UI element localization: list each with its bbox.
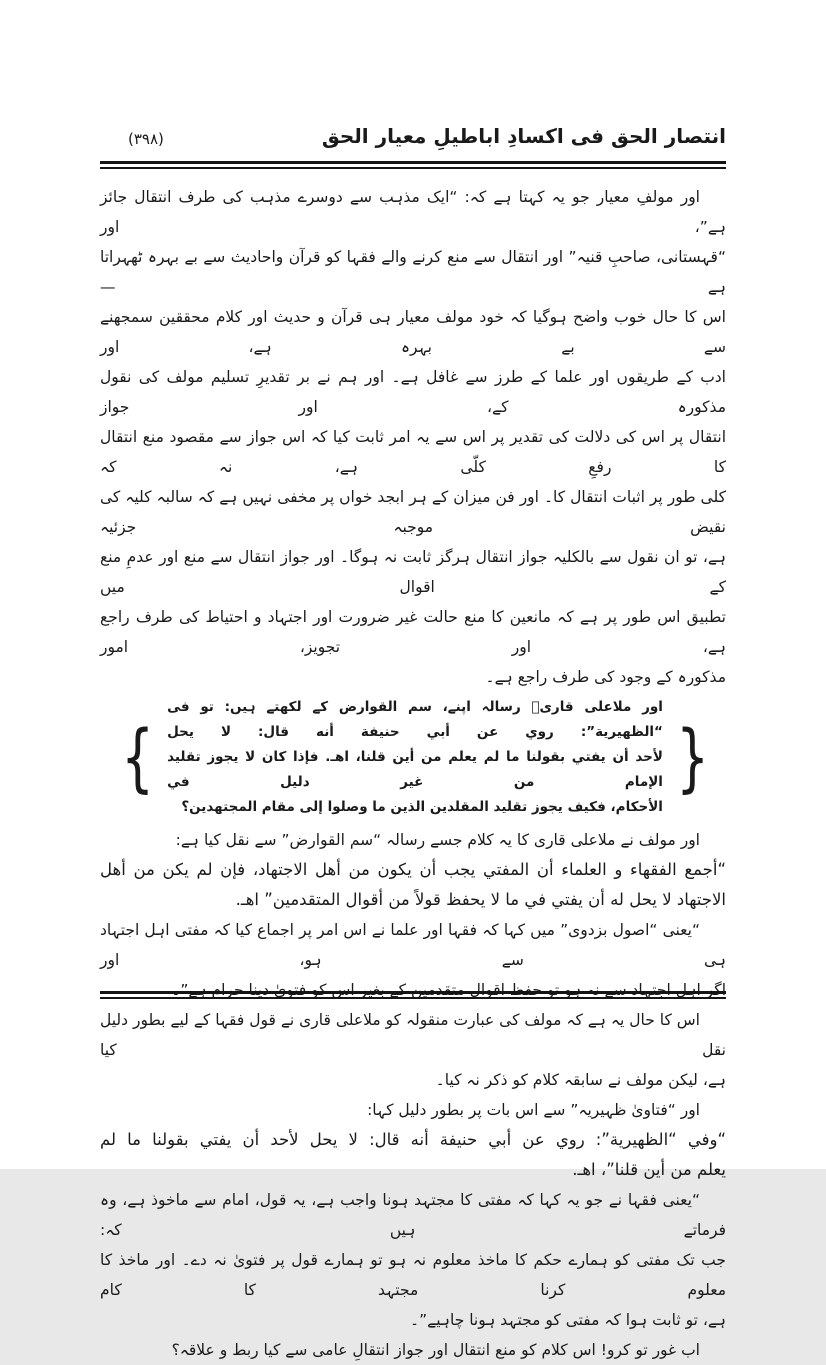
- text-line: ہے، تو ان نقول سے بالکلیہ جواز انتقال ہرگز ثابت نہ ہوگا۔ اور جواز انتقال سے منع اور عدمِ منع کے اقوال میں: [100, 548, 726, 596]
- left-brace: {: [121, 714, 155, 801]
- text-line: “وفي “الظهيرية”: روي عن أبي حنيفة أنه قال: لا يحل لأحد أن يفتي بقولنا ما لم: [100, 1130, 726, 1149]
- arabic-quote-paragraph: [100, 855, 726, 915]
- urdu-paragraph: [100, 915, 726, 1125]
- urdu-paragraph: [100, 825, 726, 855]
- page-number: (٣٩٨): [128, 130, 164, 148]
- text-line: “یعنی فقہا نے جو یہ کہا کہ مفتی کا مجتہد ہونا واجب ہے، یہ قول، امام سے ماخوذ ہے، وہ فرماتے ہیں کہ:: [100, 1191, 726, 1239]
- text-line: اور مولفِ معیار جو یہ کہتا ہے کہ: “ایک مذہب سے دوسرے مذہب کی طرف انتقال جائز ہے”، اور: [100, 188, 726, 236]
- text-line: ادب کے طریقوں اور علما کے طرز سے غافل ہے۔ اور ہم نے بر تقدیرِ تسلیم مولف کی نقول مذکورہ کے، اور جواز: [100, 368, 726, 416]
- text-line: يعلم من أين قلنا”، اهـ.: [572, 1160, 726, 1179]
- text-line: کلی طور پر اثبات انتقال کا۔ اور فن میزان کے ہر ابجد خواں پر مخفی نہیں ہے کہ سالبہ کلیہ کی نقیض موجبہ جزئیہ: [100, 488, 726, 536]
- page-header: [100, 124, 726, 148]
- text-line: الأحكام، فكيف يجوز تقليد المقلدين الذين ما وصلوا إلى مقام المجتهدين؟: [181, 799, 663, 815]
- text-line: “قہستانی، صاحبِ قنیہ” اور انتقال سے منع کرنے والے فقہا کو قرآن واحادیث سے بے بہرہ ٹھہراتا ہے —: [100, 248, 726, 296]
- text-line: اب غور تو کرو! اس کلام کو منع انتقال اور جواز انتقالِ عامی سے کیا ربط و علاقہ؟: [171, 1341, 700, 1359]
- text-line: “یعنی “اصول بزدوی” میں کہا کہ فقہا اور علما نے اس امر پر اجماع کیا کہ مفتی اہل اجتہاد ہی سے ہو، اور: [100, 921, 726, 969]
- book-title: انتصار الحق فی اکسادِ اباطیلِ معیار الحق: [321, 124, 726, 148]
- text-line: اور مولف نے ملاعلی قاری کا یہ کلام جسے رسالہ “سم القوارض” سے نقل کیا ہے:: [175, 831, 700, 849]
- text-line: اس کا حال یہ ہے کہ مولف کی عبارت منقولہ کو ملاعلی قاری نے قول فقہا کے لیے بطور دلیل نقل کیا: [100, 1011, 726, 1059]
- header-rule: [100, 161, 726, 169]
- body-text: [100, 182, 726, 1365]
- text-line: تطبیق اس طور پر ہے کہ مانعین کا منع حالت غیر ضرورت اور اجتہاد و احتیاط کی طرف راجع ہے، اور تجویز، امور: [100, 608, 726, 656]
- text-line: جب تک مفتی کو ہمارے حکم کا ماخذ معلوم نہ ہو تو ہمارے قول پر فتویٰ نہ دے۔ اور ماخذ کا معلوم کرنا مجتہد کا کام: [100, 1251, 726, 1299]
- text-line: لأحد أن يفتي بقولنا ما لم يعلم من أين قلنا، اهـ. فإذا كان لا يجوز تقليد الإمام من غير دليل في: [167, 749, 663, 790]
- braced-quote-block: [114, 695, 716, 820]
- right-brace: }: [675, 714, 709, 801]
- text-line: “أجمع الفقهاء و العلماء أن المفتي يجب أن يكون من أهل الاجتهاد، فإن لم يكن من أهل: [100, 860, 726, 879]
- text-line: اگر اہل اجتہاد سے نہ ہو تو حفظ اقوال متقدمین کے بغیر اس کو فتویٰ دینا حرام ہے”۔: [171, 981, 726, 999]
- text-line: ہے، تو ثابت ہوا کہ مفتی کو مجتہد ہونا چاہیے”۔: [410, 1311, 726, 1329]
- text-line: اور “فتاویٰ ظہیریہ” سے اس بات پر بطور دلیل کہا:: [367, 1101, 700, 1119]
- urdu-paragraph: [100, 182, 726, 692]
- text-line: ہے، لیکن مولف نے سابقہ کلام کو ذکر نہ کیا۔: [435, 1071, 726, 1089]
- text-line: مذکورہ کے وجود کی طرف راجع ہے۔: [485, 668, 726, 686]
- text-line: الاجتهاد لا يحل له أن يفتي في ما لا يحفظ قولاً من أقوال المتقدمين” اهـ.: [235, 890, 726, 909]
- urdu-paragraph: [100, 1185, 726, 1365]
- text-line: اور ملاعلی قاریؒ رسالہ اپنے، سم القوارض کے لکھتے ہیں: تو فی “الظهيرية”: روي عن أبي حنيفة أنه قال: لا يحل: [167, 699, 663, 740]
- braced-lines: [161, 695, 669, 820]
- text-line: انتقال پر اس کی دلالت کی تقدیر پر اس سے یہ امر ثابت کیا کہ اس جواز سے مقصود منع انتقال کا رفعِ کلّی ہے، نہ کہ: [100, 428, 726, 476]
- text-line: اس کا حال خوب واضح ہوگیا کہ خود مولف معیار ہی قرآن و حدیث اور کلام محققین سمجھنے سے بے بہرہ ہے، اور: [100, 308, 726, 356]
- arabic-quote-paragraph: [100, 1125, 726, 1185]
- footer-rule: [100, 991, 726, 999]
